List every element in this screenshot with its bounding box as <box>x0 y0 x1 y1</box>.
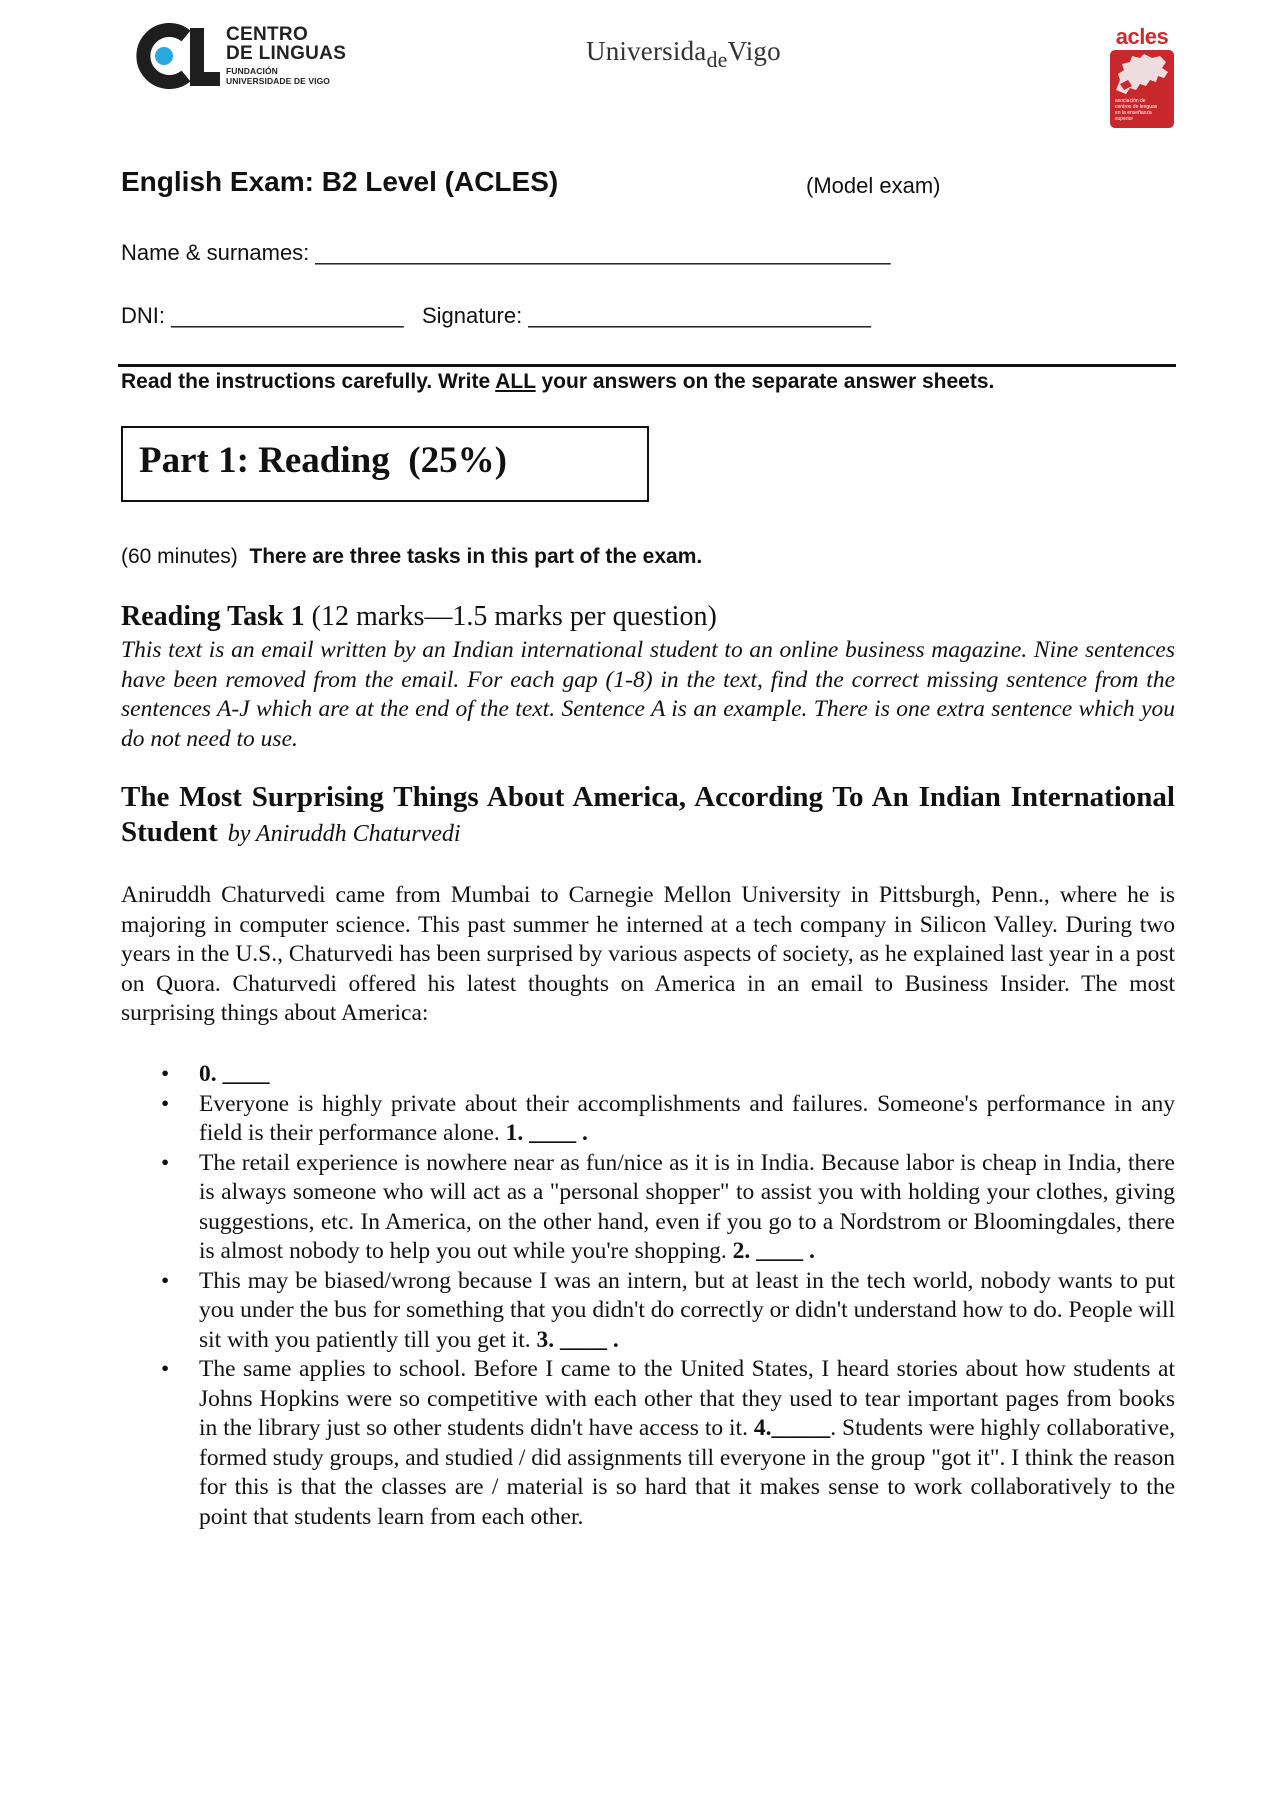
acles-caption-line: asociación de <box>1115 98 1146 104</box>
dni-field[interactable]: DNI: ___________________ <box>121 303 404 328</box>
instructions-after: your answers on the separate answer sheets. <box>535 370 995 393</box>
signature-field[interactable]: Signature: ____________________________ <box>421 303 871 328</box>
acles-caption <box>1115 98 1171 122</box>
answer-gap: 3. ____ . <box>536 1326 619 1353</box>
bullet-icon: • <box>161 1061 170 1087</box>
universidade-de-vigo-logo <box>586 36 781 72</box>
article-byline: by Aniruddh Chaturvedi <box>227 821 461 847</box>
answer-gap: 2. ____ . <box>732 1238 815 1264</box>
model-exam-label: (Model exam) <box>806 173 941 198</box>
centro-de-linguas-logo <box>128 22 428 92</box>
bullet-icon: • <box>161 1090 170 1117</box>
bullet-text: The same applies to school. Before I came to the United States, I heard stories about how students at Johns Hopkins were so competitive with each other that they used to tear important pages from books in the library just so other students didn't have access to it. <box>199 1356 1175 1441</box>
task-heading <box>121 601 717 633</box>
instructions-before: Read the instructions carefully. Write <box>121 370 496 393</box>
bullet-icon: • <box>161 1356 170 1382</box>
article-heading <box>121 780 1175 852</box>
task-description: This text is an email written by an Indian international student to an online business magazine. Nine sentences have been removed from the email. For each gap (1-8) in the text, find the correct missing sentence from the sentences A-J which are at the end of the text. Sentence A is an example. There is one extra sentence which you do not need to use. <box>121 637 1175 752</box>
cl-line-4: UNIVERSIDADE DE VIGO <box>226 76 331 86</box>
bullet-text: Everyone is highly private about their accomplishments and failures. Someone's performance in any field is their performance alone. <box>199 1090 1175 1146</box>
horizontal-divider <box>118 364 1176 367</box>
instructions <box>121 370 994 394</box>
duration: (60 minutes) <box>121 545 238 568</box>
cl-line-1: CENTRO <box>226 24 309 45</box>
uvigo-part-2: de <box>706 47 728 72</box>
acles-caption-line: superior <box>1115 116 1134 122</box>
duration-line <box>121 545 702 569</box>
europe-map-icon <box>1110 50 1174 98</box>
answer-gap: 4._____ <box>753 1415 831 1441</box>
bullet-text-after: . Students were highly collaborative, formed study groups, and studied / did assignments till everyone in the group "got it". I think the reason for this is that the classes are / material is so hard that it makes sense to work collaboratively to the point that students learn from each other. <box>199 1415 1176 1530</box>
name-surnames-field[interactable]: Name & surnames: _______________________________________________ <box>121 240 891 265</box>
acles-emblem <box>1110 50 1174 128</box>
list-item <box>121 1090 1175 1149</box>
answer-gap: 1. ____ . <box>505 1120 588 1146</box>
bullet-icon: • <box>161 1267 170 1294</box>
task-marks: (12 marks—1.5 marks per question) <box>311 601 717 632</box>
article-title: The Most Surprising Things About America, According To An Indian International Student <box>121 781 1175 848</box>
duration-note: There are three tasks in this part of the exam. <box>249 545 703 568</box>
cl-line-2: DE LINGUAS <box>226 43 347 64</box>
instructions-underlined: ALL <box>495 370 536 393</box>
answer-gap: 0. ____ <box>199 1061 270 1087</box>
uvigo-part-1: Universida <box>586 36 707 66</box>
acles-wordmark: acles <box>1115 24 1169 49</box>
acles-logo <box>1109 26 1175 130</box>
list-item <box>121 1355 1175 1532</box>
article-bullet-list <box>121 1060 1175 1532</box>
acles-caption-line: en la enseñanza <box>1115 110 1152 116</box>
cl-line-3: FUNDACIÓN <box>226 66 278 76</box>
bullet-icon: • <box>161 1149 170 1176</box>
bullet-text: This may be biased/wrong because I was an intern, but at least in the tech world, nobody wants to put you under the bus for something that you didn't do correctly or didn't understand how to do. People will sit with you patiently till you get it. <box>199 1267 1175 1353</box>
cl-logo-text <box>226 25 346 86</box>
acles-caption-line: centros de lenguas <box>1115 104 1158 110</box>
dni-signature-row <box>121 303 871 329</box>
exam-title: English Exam: B2 Level (ACLES) <box>121 166 559 197</box>
article-intro: Aniruddh Chaturvedi came from Mumbai to Carnegie Mellon University in Pittsburgh, Penn., where he is majoring in computer science. This past summer he interned at a tech company in Silicon Valley. During two years in the U.S., Chaturvedi has been surprised by various aspects of society, as he explained last year in a post on Quora. Chaturvedi offered his latest thoughts on America in an email to Business Insider. The most surprising things about America: <box>121 882 1175 1026</box>
list-item <box>121 1149 1175 1267</box>
uvigo-part-3: Vigo <box>727 36 781 66</box>
part-title-box <box>121 426 649 502</box>
bullet-text: The retail experience is nowhere near as fun/nice as it is in India. Because labor is cheap in India, there is always someone who will act as a "personal shopper" to assist you with holding your clothes, giving suggestions, etc. In America, on the other hand, even if you go to a Nordstrom or Bloomingdales, there is almost nobody to help you out while you're shopping. <box>199 1149 1175 1264</box>
list-item <box>121 1060 1175 1090</box>
cl-logo-mark-icon <box>128 22 222 90</box>
task-title: Reading Task 1 <box>121 601 305 632</box>
list-item <box>121 1267 1175 1356</box>
part-title: Part 1: Reading (25%) <box>139 440 507 481</box>
